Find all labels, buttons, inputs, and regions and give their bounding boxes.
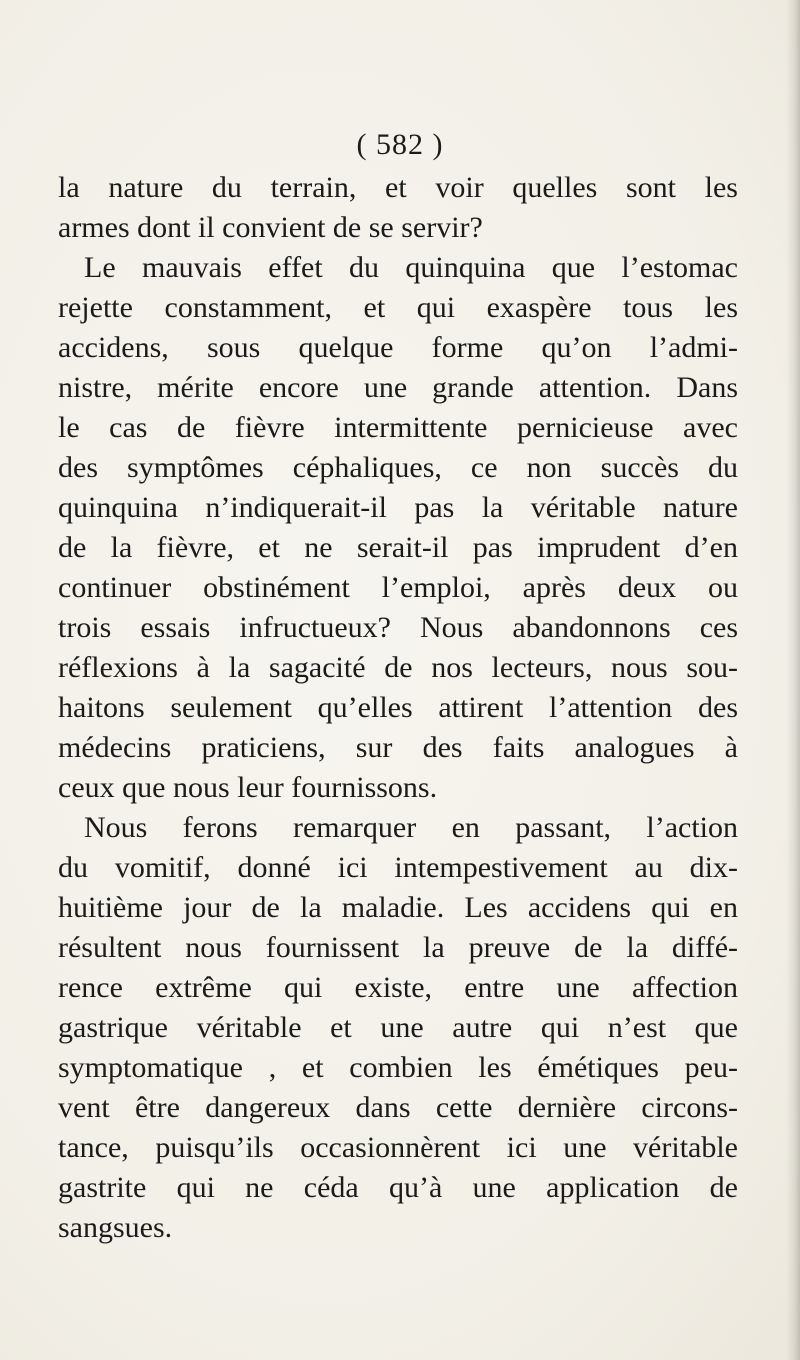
text-line: continuer obstinément l’emploi, après deux ou [58,571,738,604]
text-line: nistre, mérite encore une grande attention. Dans [58,371,738,404]
text-line: armes dont il convient de se servir? [58,211,483,244]
text-line: le cas de fièvre intermittente pernicieuse avec [58,411,738,444]
text-line: sangsues. [58,1211,173,1244]
text-line: rence extrême qui existe, entre une affection [58,971,738,1004]
text-line: gastrique véritable et une autre qui n’est que [58,1011,738,1044]
text-line: réflexions à la sagacité de nos lecteurs, nous sou- [58,651,738,684]
text-line: résultent nous fournissent la preuve de la diffé- [58,931,738,964]
text-line: haitons seulement qu’elles attirent l’attention des [58,691,738,724]
text-line: symptomatique , et combien les émétiques peu- [58,1051,738,1084]
text-line: des symptômes céphaliques, ce non succès du [58,451,738,484]
text-line: trois essais infructueux? Nous abandonnons ces [58,611,738,644]
text-line: de la fièvre, et ne serait-il pas imprudent d’en [58,531,738,564]
text-line: accidens, sous quelque forme qu’on l’admi- [58,331,738,364]
text-line: vent être dangereux dans cette dernière circons- [58,1091,738,1124]
text-line: Le mauvais effet du quinquina que l’estomac [84,251,738,284]
text-line: du vomitif, donné ici intempestivement au dix- [58,851,738,884]
text-line: tance, puisqu’ils occasionnèrent ici une véritable [58,1131,738,1164]
text-line: la nature du terrain, et voir quelles sont les [58,171,738,204]
text-line: gastrite qui ne céda qu’à une application de [58,1171,738,1204]
text-line: quinquina n’indiquerait-il pas la véritable nature [58,491,738,524]
page-edge-shadow [786,0,800,1360]
body-text [58,168,738,1248]
text-line: ceux que nous leur fournissons. [58,771,438,804]
text-line: rejette constamment, et qui exaspère tous les [58,291,738,324]
text-line: médecins praticiens, sur des faits analogues à [58,731,738,764]
text-line: huitième jour de la maladie. Les accidens qui en [58,891,738,924]
text-line: Nous ferons remarquer en passant, l’action [84,811,738,844]
page-number: ( 582 ) [356,128,444,161]
